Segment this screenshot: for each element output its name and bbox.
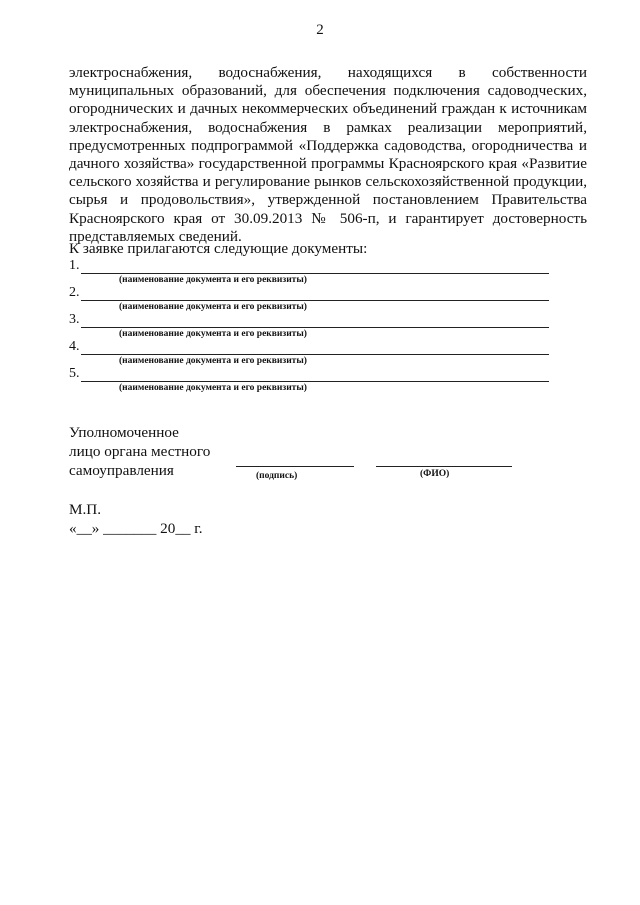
stamp-block	[69, 500, 203, 538]
fill-line	[81, 381, 549, 382]
attachment-caption: (наименование документа и его реквизиты)	[119, 329, 307, 339]
stamp-label: М.П.	[69, 501, 102, 518]
attachment-row-5	[69, 366, 549, 394]
signatory-line-3: самоуправления	[69, 462, 174, 479]
fill-line	[81, 354, 549, 355]
signatory-line-1: Уполномоченное	[69, 424, 179, 441]
signature-caption: (подпись)	[256, 471, 298, 481]
attachments-heading: К заявке прилагаются следующие документы:	[69, 240, 368, 257]
signature-line	[236, 466, 354, 467]
attachment-row-2	[69, 285, 549, 313]
attachment-number: 3.	[69, 312, 80, 327]
attachment-caption: (наименование документа и его реквизиты)	[119, 302, 307, 312]
date-line: «__» _______ 20__ г.	[69, 520, 203, 537]
name-caption: (ФИО)	[420, 469, 450, 479]
fill-line	[81, 327, 549, 328]
attachment-row-4	[69, 339, 549, 367]
attachment-row-3	[69, 312, 549, 340]
fill-line	[81, 273, 549, 274]
attachment-caption: (наименование документа и его реквизиты)	[119, 383, 307, 393]
signatory-label	[69, 423, 210, 480]
name-line	[376, 466, 512, 467]
attachment-number: 5.	[69, 366, 80, 381]
attachment-number: 1.	[69, 258, 80, 273]
body-text: электроснабжения, водоснабжения, находящихся в собственности муниципальных образований, для обеспечения подключения садоводческих, огороднических и дачных некоммерческих объединений граждан к источникам электроснабжения, водоснабжения в рамках реализации мероприятий, предусмотренных подпрограммой «Поддержка садоводства, огородничества и дачного хозяйства» государственной программы Красноярского края «Развитие сельского хозяйства и регулирование рынков сельскохозяйственной продукции, сырья и продовольствия», утвержденной постановлением Правительства Красноярского края от 30.09.2013 № 506-п, и гарантирует достоверность представляемых сведений.	[69, 64, 587, 245]
fill-line	[81, 300, 549, 301]
attachment-row-1	[69, 258, 549, 286]
attachment-number: 4.	[69, 339, 80, 354]
body-paragraph	[69, 64, 587, 246]
page-number: 2	[316, 22, 324, 38]
attachment-caption: (наименование документа и его реквизиты)	[119, 356, 307, 366]
attachment-caption: (наименование документа и его реквизиты)	[119, 275, 307, 285]
signatory-line-2: лицо органа местного	[69, 443, 211, 460]
attachment-number: 2.	[69, 285, 80, 300]
